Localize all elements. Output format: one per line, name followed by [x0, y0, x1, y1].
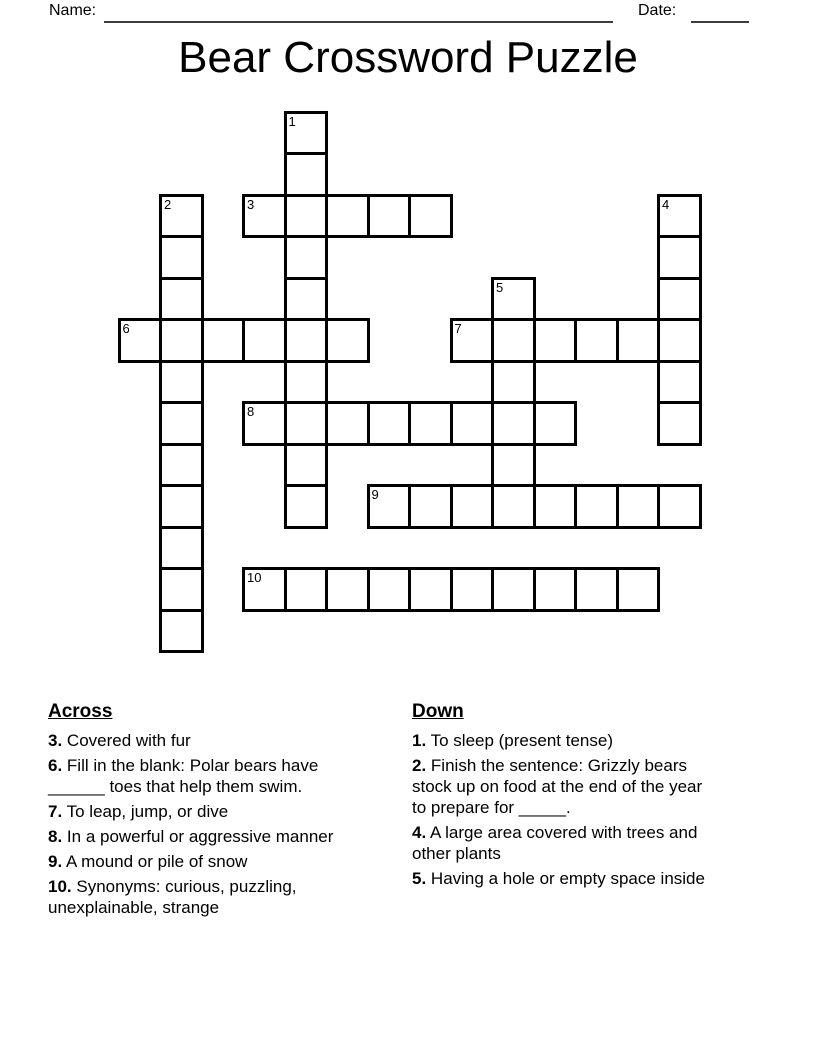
cell-number: 2 [164, 196, 172, 212]
grid-cell [491, 567, 536, 612]
clue-number: 2. [412, 756, 427, 775]
across-heading: Across [48, 701, 113, 722]
grid-cell [159, 443, 204, 488]
cell-number: 1 [288, 113, 296, 129]
name-label: Name: [49, 2, 97, 19]
grid-cell [491, 360, 536, 405]
clue-across-8 [48, 826, 350, 847]
clue-across-9 [48, 851, 350, 872]
grid-cell [284, 567, 329, 612]
grid-cell [491, 318, 536, 363]
grid-cell [242, 194, 287, 239]
clue-text: Finish the sentence: Grizzly bears stock up on food at the end of the year to prepare for _____. [412, 756, 703, 817]
name-blank-line [104, 21, 613, 23]
grid-cell [491, 484, 536, 529]
clue-number: 4. [412, 823, 427, 842]
clue-number: 8. [48, 827, 63, 846]
grid-cell [657, 484, 702, 529]
grid-cell [159, 235, 204, 280]
grid-cell [284, 318, 329, 363]
clue-across-10 [48, 876, 350, 918]
grid-cell [159, 526, 204, 571]
clue-across-3 [48, 730, 350, 751]
clue-down-1 [412, 730, 714, 751]
grid-cell [284, 277, 329, 322]
down-clues-section [412, 701, 714, 893]
grid-cell [491, 443, 536, 488]
grid-cell [325, 318, 370, 363]
grid-cell [657, 401, 702, 446]
down-heading: Down [412, 701, 464, 722]
clue-text: A large area covered with trees and other plants [412, 823, 698, 863]
clue-across-7 [48, 801, 350, 822]
grid-cell [450, 567, 495, 612]
clue-number: 9. [48, 852, 63, 871]
grid-cell [657, 318, 702, 363]
grid-cell [242, 401, 287, 446]
grid-cell [616, 484, 661, 529]
grid-cell [533, 401, 578, 446]
grid-cell [284, 194, 329, 239]
grid-cell [491, 401, 536, 446]
grid-cell [367, 194, 412, 239]
clue-text: To leap, jump, or dive [66, 802, 229, 821]
grid-cell [284, 484, 329, 529]
clue-text: Fill in the blank: Polar bears have ______ toes that help them swim. [48, 756, 319, 796]
grid-cell [450, 401, 495, 446]
page-title: Bear Crossword Puzzle [178, 33, 638, 82]
grid-cell [159, 484, 204, 529]
grid-cell [118, 318, 163, 363]
down-clue-list [412, 730, 714, 889]
clue-number: 1. [412, 731, 427, 750]
clue-down-4 [412, 822, 714, 864]
cell-number: 3 [247, 196, 255, 212]
grid-cell [574, 318, 619, 363]
grid-cell [284, 152, 329, 197]
grid-cell [616, 318, 661, 363]
grid-cell [284, 235, 329, 280]
grid-cell [242, 318, 287, 363]
grid-cell [491, 277, 536, 322]
grid-cell [574, 484, 619, 529]
clue-across-6 [48, 755, 350, 797]
cell-number: 6 [122, 321, 130, 336]
grid-cell [159, 194, 204, 239]
cell-number: 4 [662, 196, 670, 212]
cell-number: 8 [247, 404, 255, 419]
grid-cell [408, 484, 453, 529]
grid-cell [159, 567, 204, 612]
grid-cell [284, 443, 329, 488]
grid-cell [533, 484, 578, 529]
clue-text: In a powerful or aggressive manner [66, 827, 334, 846]
across-clues-section [48, 701, 350, 922]
across-clue-list [48, 730, 350, 918]
grid-cell [450, 484, 495, 529]
grid-cell [159, 401, 204, 446]
clue-text: Covered with fur [66, 731, 191, 750]
clue-number: 6. [48, 756, 63, 775]
clue-number: 3. [48, 731, 63, 750]
date-blank-line [691, 21, 749, 23]
cell-number: 10 [247, 570, 262, 585]
cell-number: 7 [454, 321, 462, 336]
clue-number: 5. [412, 869, 427, 888]
cell-number: 5 [496, 279, 504, 295]
clue-number: 7. [48, 802, 63, 821]
grid-cell [159, 277, 204, 322]
grid-cell [533, 567, 578, 612]
grid-cell [367, 401, 412, 446]
grid-cell [325, 401, 370, 446]
grid-cell [657, 360, 702, 405]
grid-cell [159, 360, 204, 405]
clue-down-5 [412, 868, 714, 889]
grid-cell [325, 194, 370, 239]
grid-cell [657, 235, 702, 280]
clue-text: A mound or pile of snow [65, 852, 248, 871]
grid-cell [242, 567, 287, 612]
grid-cell [616, 567, 661, 612]
date-label: Date: [638, 2, 677, 19]
grid-cell [284, 360, 329, 405]
grid-cell [574, 567, 619, 612]
clue-down-2 [412, 755, 714, 818]
grid-cell [533, 318, 578, 363]
cell-number: 9 [371, 487, 379, 502]
grid-cell [201, 318, 246, 363]
grid-cell [284, 111, 329, 156]
grid-cell [159, 318, 204, 363]
grid-cell [367, 567, 412, 612]
grid-cell [367, 484, 412, 529]
clue-text: To sleep (present tense) [430, 731, 613, 750]
grid-cell [657, 277, 702, 322]
grid-cell [159, 609, 204, 654]
clue-number: 10. [48, 877, 72, 896]
grid-cell [325, 567, 370, 612]
grid-cell [408, 401, 453, 446]
clue-text: Having a hole or empty space inside [430, 869, 705, 888]
grid-cell [408, 567, 453, 612]
grid-cell [450, 318, 495, 363]
clue-text: Synonyms: curious, puzzling, unexplainable, strange [48, 877, 297, 917]
grid-cell [657, 194, 702, 239]
grid-cell [408, 194, 453, 239]
grid-cell [284, 401, 329, 446]
